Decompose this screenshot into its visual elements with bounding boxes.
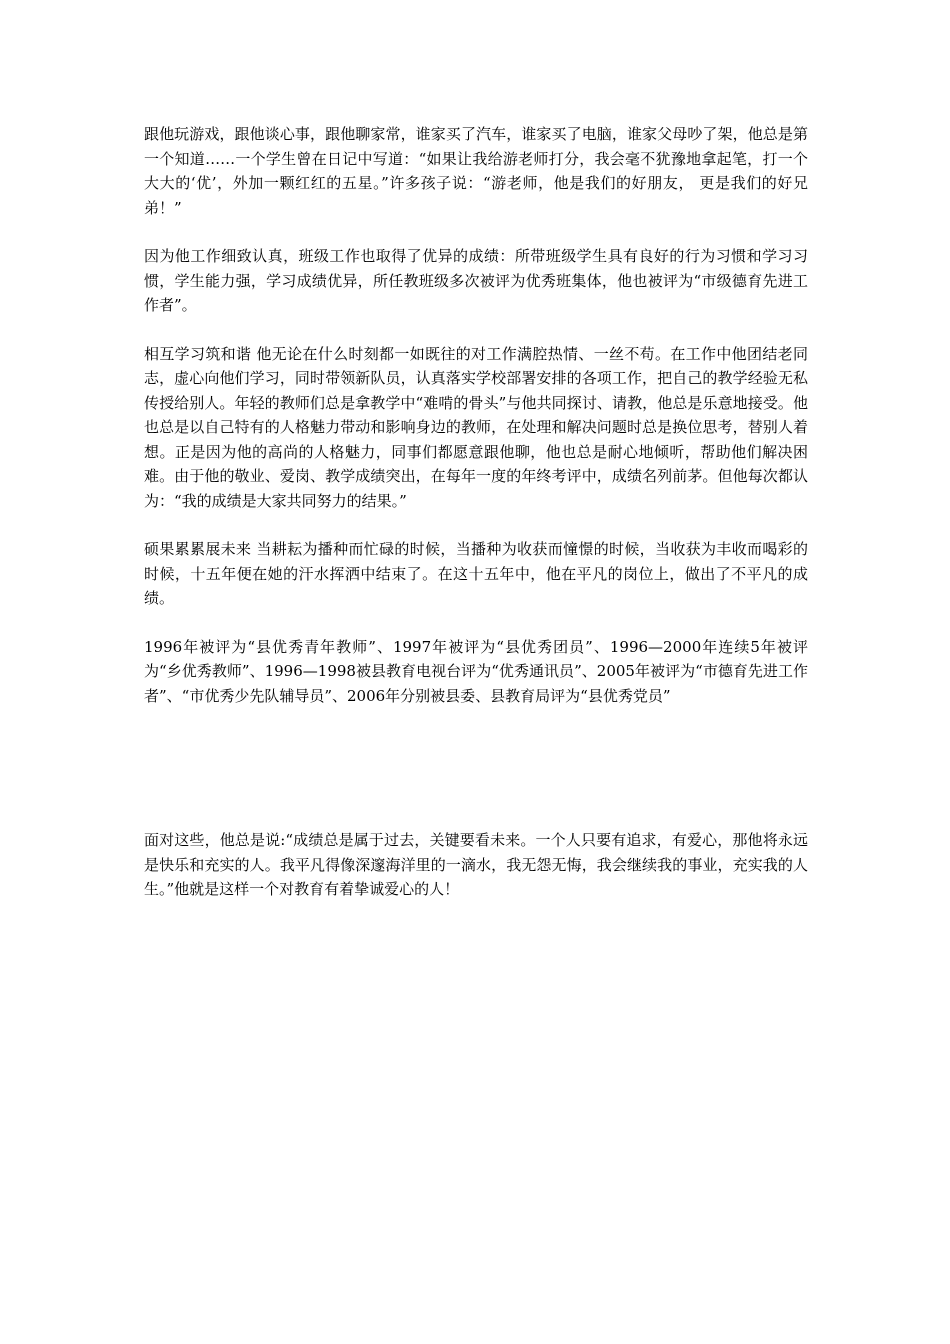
document-body [144,122,808,902]
paragraph-gap [144,318,808,342]
paragraph-awards-list: 1996年被评为“县优秀青年教师”、1997年被评为“县优秀团员”、1996—2000年连续5年被评为“乡优秀教师”、1996—1998被县教育电视台评为“优秀通讯员”、2005年被评为“市德育先进工作者”、“市优秀少先队辅导员”、2006年分别被县委、县教育局评为“县优秀党员” [144,637,808,705]
paragraph-mutual-learning: 相互学习筑和谐 他无论在什么时刻都一如既往的对工作满腔热情、一丝不苟。在工作中他团结老同志，虚心向他们学习，同时带领新队员，认真落实学校部署安排的各项工作，把自己的教学经验无私传授给别人。年轻的教师们总是拿教学中“难啃的骨头”与他共同探讨、请教，他总是乐意地接受。他也总是以自己特有的人格魅力带动和影响身边的教师，在处理和解决问题时总是换位思考，替别人着想。正是因为他的高尚的人格魅力，同事们都愿意跟他聊，他也总是耐心地倾听，帮助他们解决困难。由于他的敬业、爱岗、教学成绩突出，在每年一度的年终考评中，成绩名列前茅。但他每次都认为：“我的成绩是大家共同努力的结果。” [144,344,808,510]
paragraph-friendship: 跟他玩游戏，跟他谈心事，跟他聊家常，谁家买了汽车，谁家买了电脑，谁家父母吵了架，他总是第一个知道……一个学生曾在日记中写道：“如果让我给游老师打分，我会毫不犹豫地拿起笔，打一个大大的‘优’，外加一颗红红的五星。”许多孩子说：“游老师，他是我们的好朋友， 更是我们的好兄弟！” [144,125,808,217]
paragraph-gap-large [144,708,808,828]
paragraph-gap [144,513,808,537]
paragraph-gap [144,611,808,635]
paragraph-class-results: 因为他工作细致认真，班级工作也取得了优异的成绩：所带班级学生具有良好的行为习惯和学习习惯，学生能力强，学习成绩优异，所任教班级多次被评为优秀班集体，他也被评为“市级德育先进工作者”。 [144,247,808,314]
paragraph-achievements-future: 硕果累累展未来 当耕耘为播种而忙碌的时候，当播种为收获而憧憬的时候，当收获为丰收而喝彩的时候，十五年便在她的汗水挥洒中结束了。在这十五年中，他在平凡的岗位上，做出了不平凡的成绩。 [144,540,808,607]
paragraph-closing: 面对这些，他总是说:“成绩总是属于过去，关键要看未来。一个人只要有追求，有爱心，那他将永远是快乐和充实的人。我平凡得像深邃海洋里的一滴水，我无怨无悔，我会继续我的事业，充实我的人生。”他就是这样一个对教育有着挚诚爱心的人！ [144,831,808,898]
paragraph-gap [144,220,808,244]
